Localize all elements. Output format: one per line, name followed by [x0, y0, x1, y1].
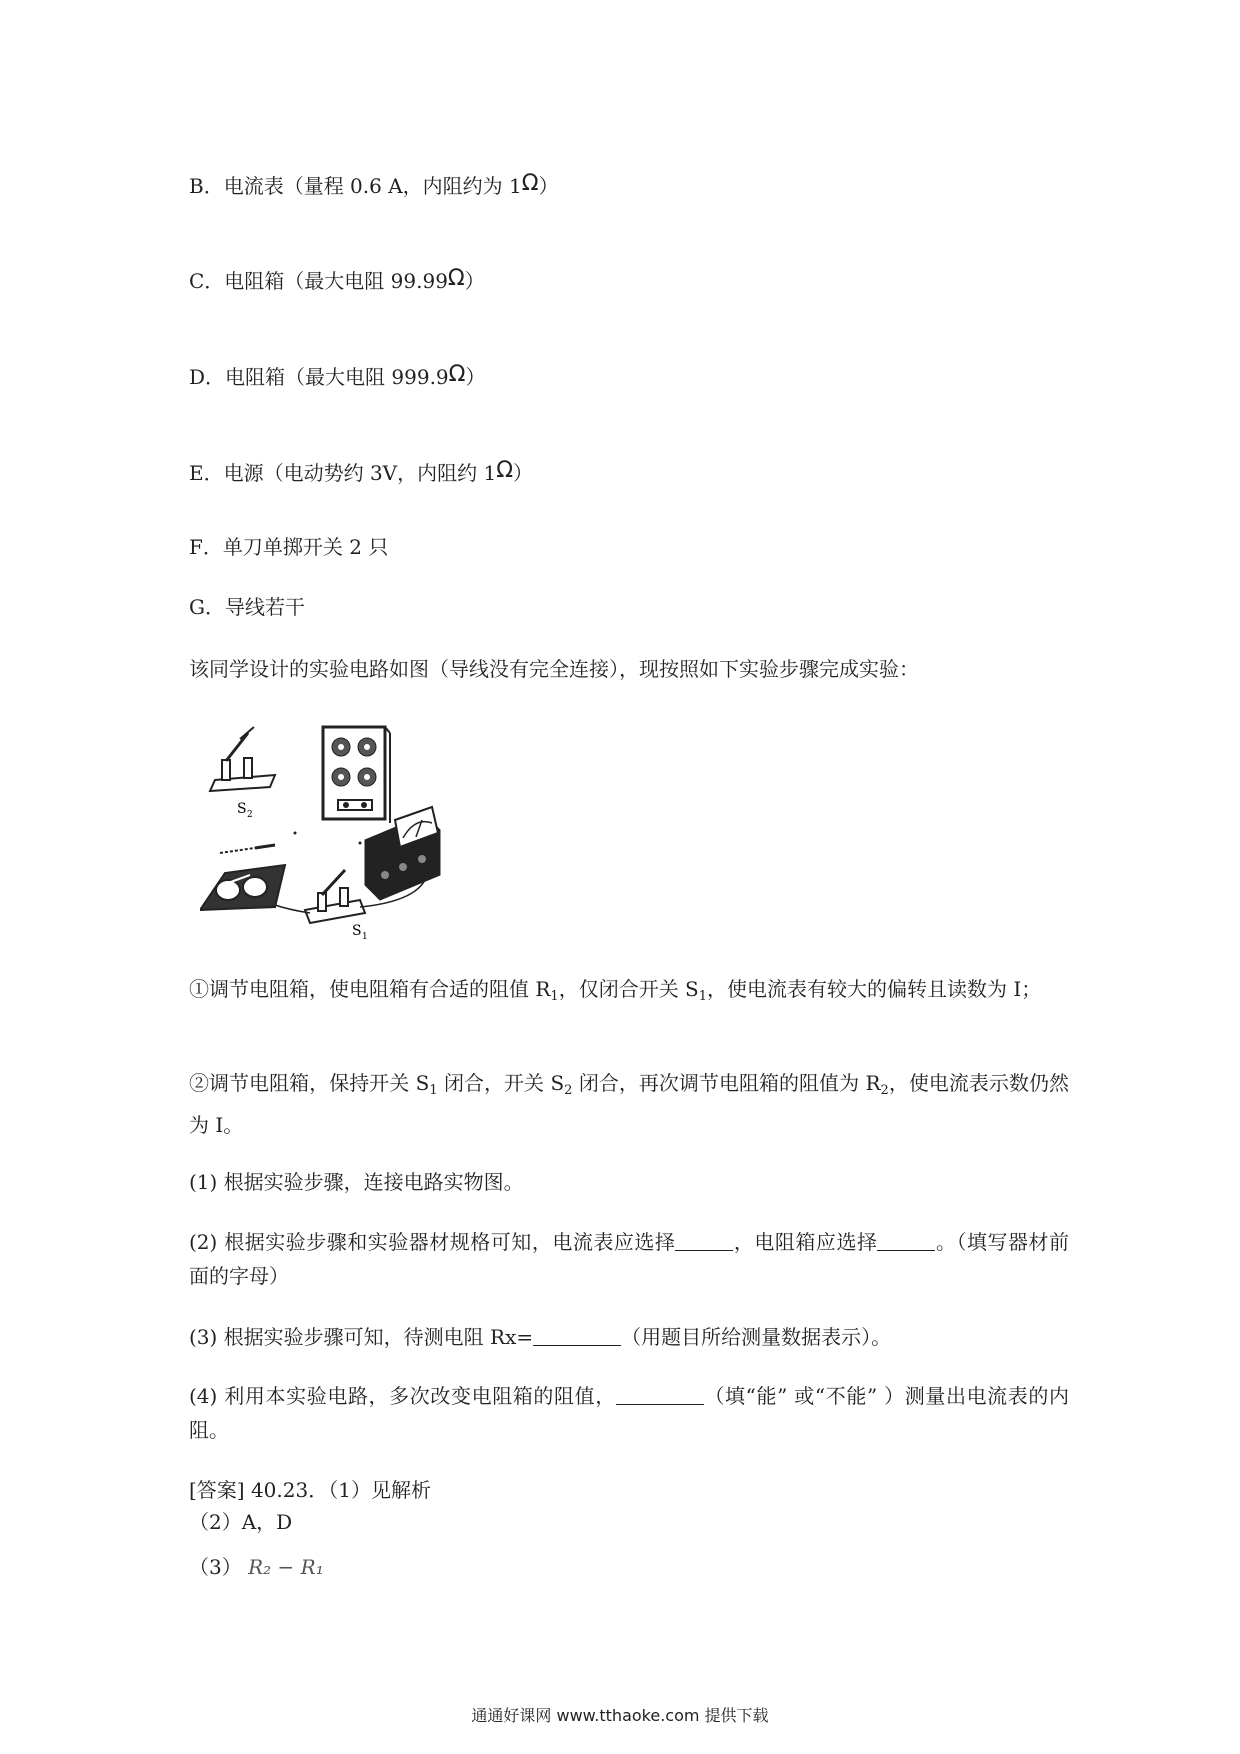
question-4	[189, 1379, 1069, 1447]
answer-3-formula: R₂ − R₁	[248, 1555, 324, 1579]
answer-blank[interactable]	[533, 1325, 621, 1346]
switch-s1-drawing	[305, 870, 365, 923]
question-4-text-a: (4) 利用本实验电路，多次改变电阻箱的阻值，	[189, 1384, 616, 1408]
subscript: 1	[429, 1083, 438, 1098]
step-2-text-d: ，使电流表示数仍然为 I。	[189, 1071, 1070, 1137]
circuit-illustration	[200, 725, 500, 940]
option-b-suffix: ）	[538, 174, 559, 198]
option-b	[189, 167, 559, 203]
option-e-suffix: ）	[513, 461, 534, 485]
option-d-suffix: ）	[465, 365, 486, 389]
option-d	[189, 358, 485, 394]
omega-symbol: Ω	[448, 362, 466, 387]
label-s2: S	[237, 801, 247, 817]
subscript: 2	[564, 1083, 573, 1098]
option-c	[189, 262, 485, 298]
question-2-text-a: (2) 根据实验步骤和实验器材规格可知，电流表应选择	[189, 1230, 676, 1254]
resistance-box-drawing	[323, 727, 390, 823]
option-f: F．单刀单掷开关 2 只	[189, 535, 389, 559]
option-g: G．导线若干	[189, 595, 305, 619]
question-1: (1) 根据实验步骤，连接电路实物图。	[189, 1170, 524, 1194]
question-2-text-c: 。（填写器材前面的字母）	[189, 1230, 1070, 1288]
step-2-text-b: 闭合，开关 S	[437, 1071, 565, 1095]
subscript: 1	[550, 989, 559, 1004]
answer-line-2: （2）A，D	[189, 1510, 293, 1534]
label-s1: S	[352, 923, 362, 939]
circuit-figure	[200, 725, 500, 940]
step-1-text-a: ①调节电阻箱，使电阻箱有合适的阻值 R	[189, 977, 551, 1001]
label-s1-sub: 1	[362, 932, 368, 940]
question-3-text-a: (3) 根据实验步骤可知，待测电阻 Rx=	[189, 1325, 534, 1349]
omega-symbol: Ω	[447, 266, 465, 291]
option-e-text: E．电源（电动势约 3V，内阻约 1	[189, 461, 497, 485]
option-e	[189, 454, 533, 490]
ammeter-drawing	[365, 807, 440, 900]
step-1	[189, 972, 1069, 1014]
step-1-text-b: ，仅闭合开关 S	[558, 977, 699, 1001]
question-2	[189, 1225, 1069, 1293]
step-2-text-c: 闭合，再次调节电阻箱的阻值为 R	[572, 1071, 881, 1095]
subscript: 1	[698, 989, 708, 1004]
switch-s2-drawing	[210, 727, 275, 791]
option-b-text: B．电流表（量程 0.6 A，内阻约为 1	[189, 174, 522, 198]
answer-line-3	[189, 1550, 324, 1584]
wire-piece	[220, 845, 275, 853]
subscript: 2	[880, 1083, 889, 1098]
question-4-text-b: （填“能” 或“不能” ）测量出电流表的内阻。	[189, 1384, 1069, 1442]
question-2-text-b: ，电阻箱应选择	[733, 1230, 878, 1254]
step-1-text-c: ，使电流表有较大的偏转且读数为 I；	[707, 977, 1042, 1001]
intro-text: 该同学设计的实验电路如图（导线没有完全连接），现按照如下实验步骤完成实验：	[189, 657, 919, 681]
omega-symbol: Ω	[496, 458, 514, 483]
step-2-text-a: ②调节电阻箱，保持开关 S	[189, 1071, 430, 1095]
answer-3-label: （3）	[189, 1555, 242, 1579]
question-3	[189, 1320, 891, 1354]
option-c-suffix: ）	[464, 269, 485, 293]
wire-battery-s1	[275, 905, 310, 913]
answer-line-1: [答案] 40.23．（1）见解析	[189, 1478, 431, 1502]
answer-blank[interactable]	[616, 1384, 704, 1405]
answer-blank[interactable]	[675, 1230, 733, 1251]
omega-symbol: Ω	[521, 171, 539, 196]
label-s2-sub: 2	[247, 810, 253, 820]
answer-blank[interactable]	[877, 1230, 935, 1251]
battery-drawing	[200, 865, 285, 910]
question-3-text-b: （用题目所给测量数据表示）。	[621, 1325, 892, 1349]
option-c-text: C．电阻箱（最大电阻 99.99	[189, 269, 448, 293]
option-d-text: D．电阻箱（最大电阻 999.9	[189, 365, 449, 389]
footer-text: 通通好课网 www.tthaoke.com 提供下载	[471, 1706, 769, 1725]
step-2	[189, 1066, 1069, 1142]
